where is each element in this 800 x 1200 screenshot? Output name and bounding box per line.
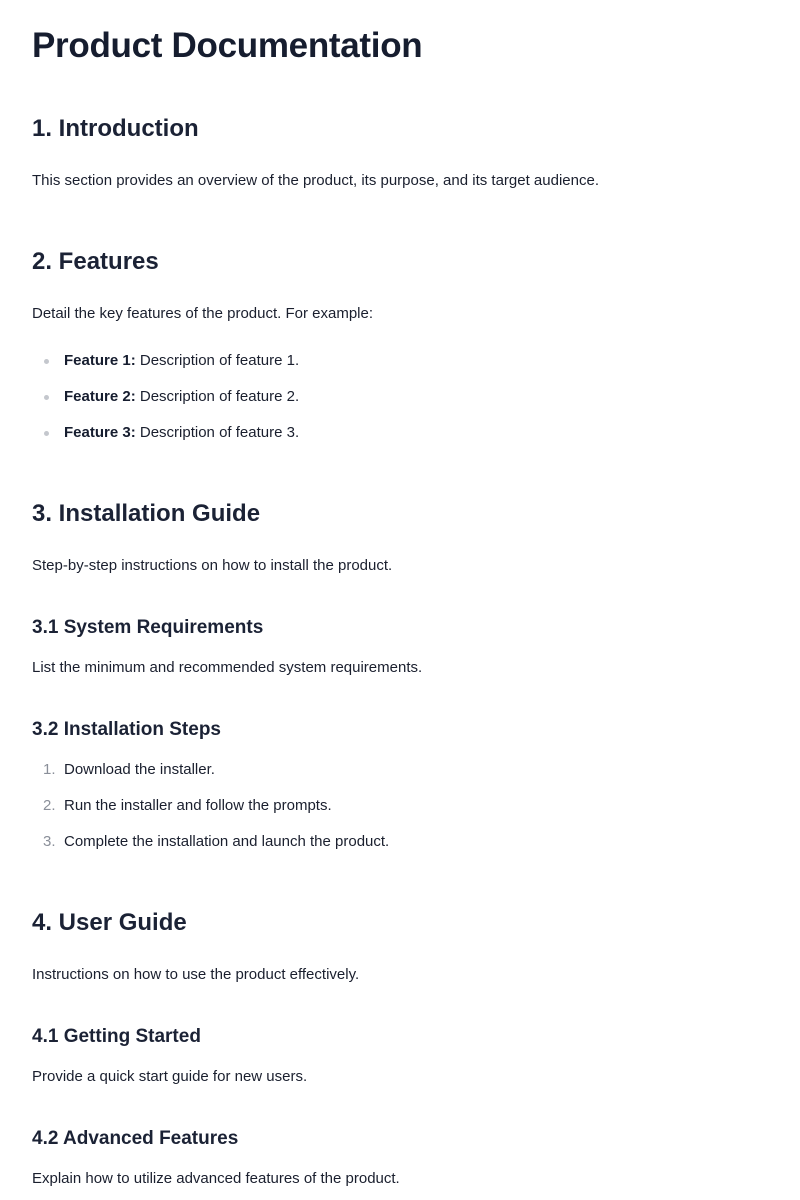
section-body: This section provides an overview of the product, its purpose, and its target audience. [32,172,599,189]
section-heading: 3. Installation Guide [32,500,261,527]
subsection-system-requirements [32,616,768,678]
subsection-getting-started [32,1025,768,1087]
section-heading: 1. Introduction [32,115,199,142]
subsection-heading: 4.1 Getting Started [32,1026,201,1047]
step-number: 3. [43,833,56,850]
subsection-body: Explain how to utilize advanced features of the product. [32,1170,400,1187]
subsection-installation-steps [32,718,768,852]
feature-label: Feature 1: [64,352,136,369]
section-user-guide [32,908,768,1189]
subsection-heading: 3.1 System Requirements [32,617,264,638]
section-body: Step-by-step instructions on how to install the product. [32,557,393,574]
subsection-body: List the minimum and recommended system requirements. [32,659,423,676]
section-features [32,247,768,443]
subsection-heading: 3.2 Installation Steps [32,719,221,740]
subsection-body: Provide a quick start guide for new users. [32,1068,308,1085]
bullet-icon [44,395,49,400]
step-text: Download the installer. [64,761,215,778]
bullet-icon [44,359,49,364]
list-item [32,832,768,852]
section-body: Detail the key features of the product. For example: [32,305,374,322]
step-text: Run the installer and follow the prompts. [64,797,332,814]
step-number: 1. [43,761,56,778]
subsection-heading: 4.2 Advanced Features [32,1128,239,1149]
bullet-icon [44,431,49,436]
list-item [32,760,768,780]
feature-label: Feature 3: [64,424,136,441]
section-installation [32,499,768,852]
list-item [32,423,768,443]
feature-description: Description of feature 1. [135,352,300,369]
subsection-advanced-features [32,1127,768,1189]
feature-label: Feature 2: [64,388,136,405]
list-item [32,351,768,371]
section-body: Instructions on how to use the product effectively. [32,966,360,983]
section-heading: 2. Features [32,248,159,275]
page-title: Product Documentation [32,26,423,65]
list-item [32,387,768,407]
feature-description: Description of feature 3. [135,424,300,441]
step-text: Complete the installation and launch the product. [64,833,390,850]
list-item [32,796,768,816]
feature-list [32,351,768,443]
steps-list [32,760,768,852]
section-introduction [32,114,768,191]
step-number: 2. [43,797,56,814]
section-heading: 4. User Guide [32,909,187,936]
feature-description: Description of feature 2. [135,388,300,405]
